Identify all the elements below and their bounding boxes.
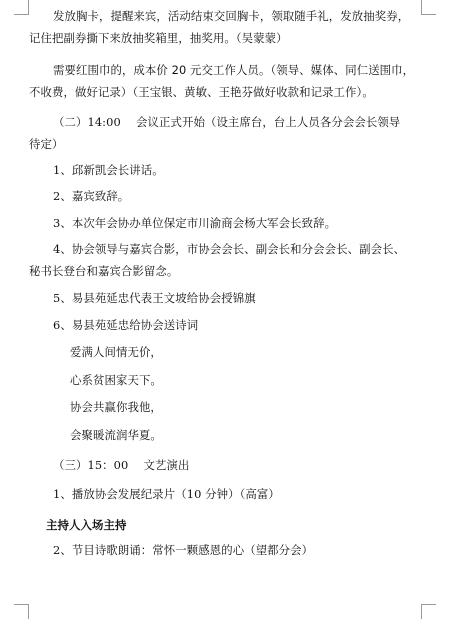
crop-mark-top-right [421, 0, 436, 15]
text-line: 秘书长登台和嘉宾合影留念。 [29, 264, 179, 278]
text-line: 不收费，做好记录）（王宝银、黄敏、王艳芬做好收款和记录工作）。 [29, 85, 374, 99]
list-item: 5、易县苑延忠代表王文坡给协会授锦旗 [53, 291, 256, 305]
crop-mark-bottom-left [14, 604, 29, 619]
host-heading: 主持人入场主持 [46, 518, 127, 532]
section-heading: （三）15：00 文艺演出 [53, 458, 190, 472]
poem-line: 心系贫困家天下。 [70, 373, 162, 387]
list-item: 3、本次年会协办单位保定市川渝商会杨大军会长致辞。 [53, 216, 337, 230]
text-line: 记住把副券撕下来放抽奖箱里，抽奖用。（吴蒙蒙） [29, 31, 288, 45]
list-item: 6、易县苑延忠给协会送诗词 [53, 318, 199, 332]
text-line: 待定） [29, 137, 64, 151]
poem-line: 会聚暖流润华夏。 [70, 428, 162, 442]
poem-line: 爱满人间情无价， [70, 345, 162, 359]
poem-line: 协会共赢你我他， [70, 400, 162, 414]
list-item: 4、协会领导与嘉宾合影，市协会会长、副会长和分会会长、副会长、 [53, 242, 406, 256]
list-item: 1、邱新凯会长讲话。 [53, 163, 164, 177]
text-line: 发放胸卡，提醒来宾，活动结束交回胸卡，领取随手礼，发放抽奖券， [53, 9, 410, 23]
list-item: 2、节目诗歌朗诵：常怀一颗感恩的心（望都分会） [53, 543, 314, 557]
crop-mark-top-left [14, 0, 29, 15]
section-heading: （二）14:00 会议正式开始（设主席台，台上人员各分会会长领导 [53, 115, 401, 129]
list-item: 1、播放协会发展纪录片（10 分钟）（高富） [53, 487, 280, 501]
crop-mark-bottom-right [421, 604, 436, 619]
text-line: 需要红围巾的，成本价 20 元交工作人员。（领导、媒体、同仁送围巾， [53, 63, 415, 77]
list-item: 2、嘉宾致辞。 [53, 189, 130, 203]
